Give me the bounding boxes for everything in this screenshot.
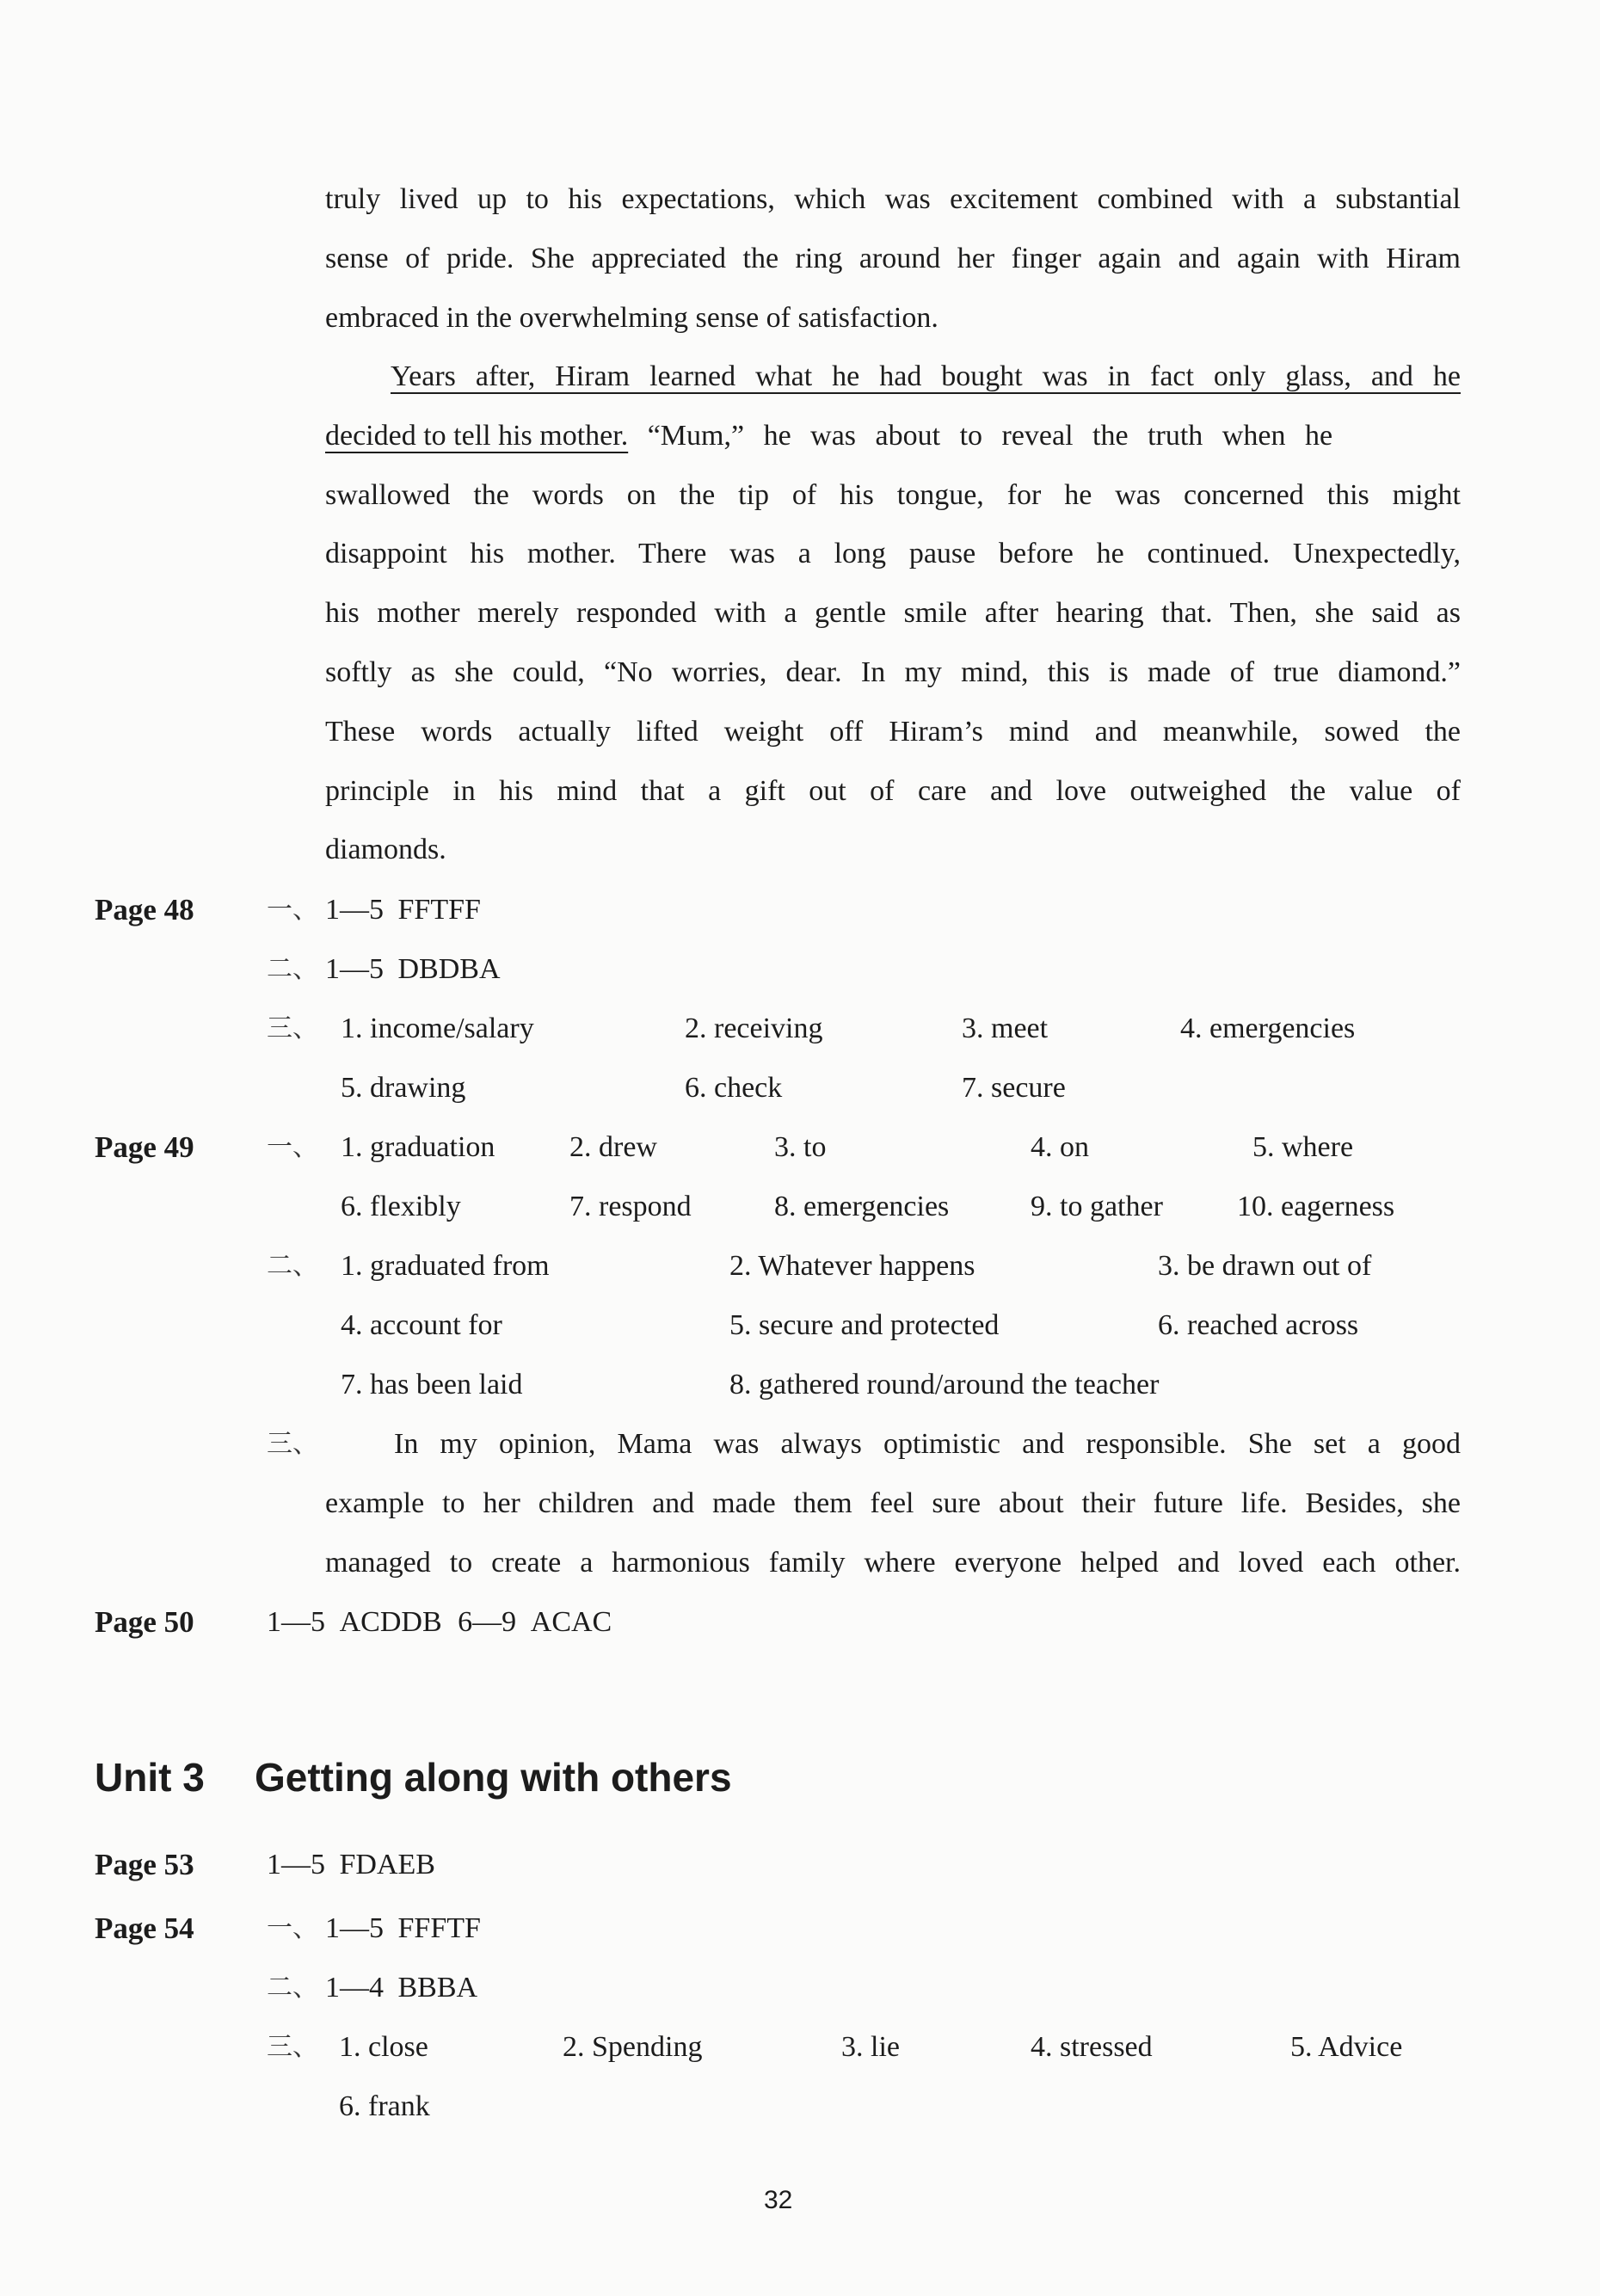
answer-item: 5. Advice	[1290, 2031, 1403, 2063]
passage-line: swallowed the words on the tip of his tongue, for he was concerned this might	[325, 478, 1461, 511]
page-48-section-1-answers: 1—5 FFTFF	[325, 894, 481, 926]
answer-item: 8. emergencies	[774, 1191, 950, 1222]
answer-item: 3. to	[774, 1131, 827, 1163]
section-2-marker: 二、	[267, 954, 318, 984]
answer-item: 1. close	[339, 2031, 428, 2063]
answer-item: 1. income/salary	[341, 1013, 534, 1044]
answer-item: 7. secure	[962, 1072, 1066, 1104]
page-49-label: Page 49	[95, 1130, 194, 1164]
passage-paragraph-1	[325, 170, 1461, 348]
section-1-marker: 一、	[267, 895, 318, 925]
answer-item: 5. secure and protected	[729, 1309, 1000, 1341]
page-number: 32	[764, 2186, 793, 2214]
section-2-marker: 二、	[267, 1251, 318, 1281]
answer-item: 4. emergencies	[1180, 1013, 1356, 1044]
page-50-label: Page 50	[95, 1605, 194, 1639]
answer-item: 1. graduation	[341, 1131, 495, 1163]
section-3-marker: 三、	[267, 1013, 318, 1043]
answer-item: 6. check	[685, 1072, 783, 1104]
answer-item: 5. where	[1252, 1131, 1354, 1163]
answer-item: 3. be drawn out of	[1158, 1250, 1372, 1282]
unit-title: Getting along with others	[255, 1755, 732, 1800]
answer-item: 4. on	[1031, 1131, 1089, 1163]
passage-line: sense of pride. She appreciated the ring around her finger again and again with Hiram	[325, 242, 1461, 274]
answer-item: 2. Whatever happens	[729, 1250, 975, 1282]
page-53-label: Page 53	[95, 1848, 194, 1881]
answer-item: 6. reached across	[1158, 1309, 1359, 1341]
underlined-sentence-part-2: decided to tell his mother.	[325, 419, 629, 452]
passage-text: “Mum,” he was about to reveal the truth when he	[628, 419, 1333, 452]
answer-item: 1. graduated from	[341, 1250, 550, 1282]
passage-line: his mother merely responded with a gentle smile after hearing that. Then, she said as	[325, 597, 1461, 630]
section-1-marker: 一、	[267, 1132, 318, 1162]
passage-line: principle in his mind that a gift out of care and love outweighed the value of	[325, 774, 1461, 807]
passage-line: softly as she could, “No worries, dear. In my mind, this is made of true diamond.”	[325, 656, 1461, 688]
answer-item: 3. meet	[962, 1013, 1049, 1044]
answer-item: 9. to gather	[1031, 1191, 1163, 1222]
answer-line: example to her children and made them feel sure about their future life. Besides, she	[325, 1487, 1461, 1519]
section-3-marker: 三、	[267, 2032, 318, 2062]
passage-line: diamonds.	[325, 834, 446, 866]
passage-line: disappoint his mother. There was a long pause before he continued. Unexpectedly,	[325, 538, 1461, 570]
passage-paragraph-2	[325, 348, 1461, 880]
section-2-marker: 二、	[267, 1973, 318, 2003]
answer-item: 7. has been laid	[341, 1369, 523, 1400]
answer-item: 2. receiving	[685, 1013, 823, 1044]
answer-item: 7. respond	[569, 1191, 692, 1222]
passage-line: embraced in the overwhelming sense of satisfaction.	[325, 301, 938, 334]
answer-item: 6. flexibly	[341, 1191, 461, 1222]
page-54-section-1-answers: 1—5 FFFTF	[325, 1912, 481, 1944]
page-53-answers: 1—5 FDAEB	[267, 1849, 435, 1881]
section-3-marker: 三、	[267, 1429, 318, 1459]
answer-item: 8. gathered round/around the teacher	[729, 1369, 1160, 1400]
page-48-section-2-answers: 1—5 DBDBA	[325, 953, 501, 985]
answer-line: managed to create a harmonious family where everyone helped and loved each other.	[325, 1546, 1461, 1579]
page-54-label: Page 54	[95, 1911, 194, 1945]
passage-line: These words actually lifted weight off Hiram’s mind and meanwhile, sowed the	[325, 715, 1461, 748]
answer-item: 4. account for	[341, 1309, 502, 1341]
answer-item: 3. lie	[841, 2031, 900, 2063]
passage-line: truly lived up to his expectations, which was excitement combined with a substantial	[325, 183, 1461, 215]
answer-item: 2. drew	[569, 1131, 657, 1163]
section-1-marker: 一、	[267, 1913, 318, 1943]
page-50-answers: 1—5 ACDDB 6—9 ACAC	[267, 1606, 612, 1638]
answer-item: 5. drawing	[341, 1072, 466, 1104]
answer-item: 6. frank	[339, 2090, 430, 2122]
page-49-writing-answer	[325, 1415, 1461, 1592]
answer-line: In my opinion, Mama was always optimistic and responsible. She set a good	[394, 1428, 1461, 1460]
page-48-label: Page 48	[95, 893, 194, 926]
page-54-section-2-answers: 1—4 BBBA	[325, 1972, 478, 2004]
answer-item: 2. Spending	[563, 2031, 703, 2063]
underlined-sentence-part-1: Years after, Hiram learned what he had bought was in fact only glass, and he	[391, 360, 1461, 392]
answer-item: 4. stressed	[1031, 2031, 1153, 2063]
unit-number: Unit 3	[95, 1755, 205, 1800]
passage-line	[325, 407, 1461, 466]
passage-line	[325, 348, 1461, 407]
answer-item: 10. eagerness	[1237, 1191, 1395, 1222]
